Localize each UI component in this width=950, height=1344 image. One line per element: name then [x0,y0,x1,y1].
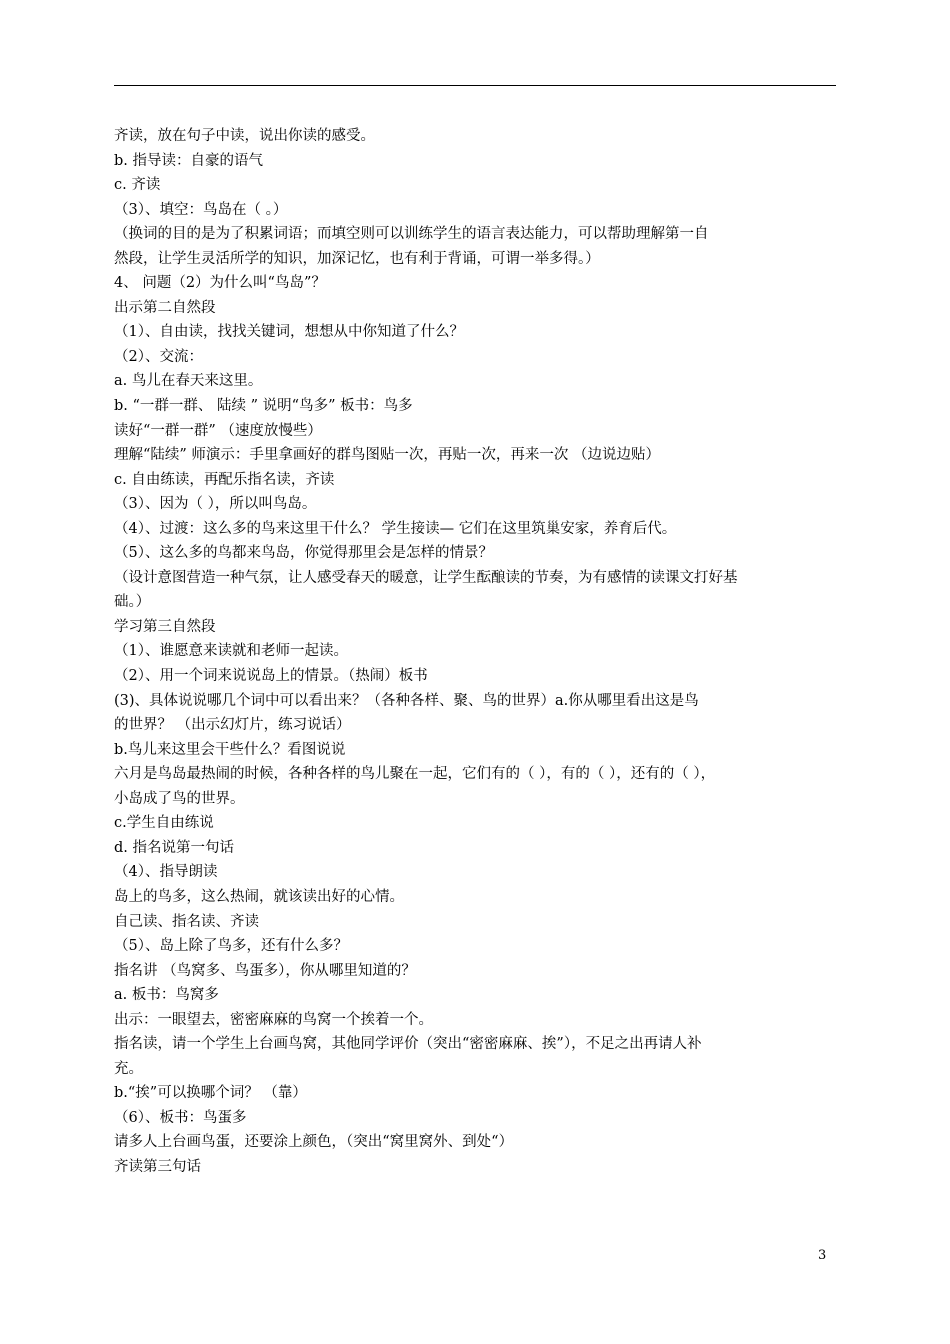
header-rule [114,85,836,86]
text-line: b.“挨”可以换哪个词？ （靠） [114,1085,307,1102]
text-line: (3)、具体说说哪几个词中可以看出来？（各种各样、聚、鸟的世界）a.你从哪里看出这是鸟 [114,692,699,709]
text-line: 指名讲 （鸟窝多、鸟蛋多），你从哪里知道的？ [114,962,416,979]
text-line: 请多人上台画鸟蛋，还要涂上颜色，（突出“窝里窝外、到处“） [114,1134,514,1151]
text-line: a. 鸟儿在春天来这里。 [114,373,263,390]
text-line: d. 指名说第一句话 [114,839,234,856]
text-line: b. “一群一群、 陆续 ” 说明“鸟多” 板书：鸟多 [114,398,413,415]
text-line: 础。） [114,594,151,611]
text-line: c.学生自由练说 [114,815,214,832]
text-line: 齐读第三句话 [114,1158,201,1175]
text-line: （1）、谁愿意来读就和老师一起读。 [114,643,348,660]
text-line: 出示第二自然段 [114,299,216,316]
text-line: （2）、用一个词来说说岛上的情景。（热闹）板书 [114,668,428,685]
text-line: （4）、指导朗读 [114,864,218,881]
text-line: c. 自由练读，再配乐指名读，齐读 [114,471,335,488]
text-line: （1）、自由读，找找关键词，想想从中你知道了什么？ [114,324,464,341]
text-line: （设计意图营造一种气氛，让人感受春天的暖意，让学生酝酿读的节奏，为有感情的读课文打好基 [114,569,738,586]
text-line: （5）、这么多的鸟都来鸟岛，你觉得那里会是怎样的情景？ [114,545,493,562]
text-line: 六月是鸟岛最热闹的时候，各种各样的鸟儿聚在一起，它们有的（ ），有的（ ），还有的（ ）， [114,766,716,783]
text-line: （3）、填空：鸟岛在（ 。） [114,201,288,218]
text-line: 小岛成了鸟的世界。 [114,790,245,807]
text-line: 读好“一群一群” （速度放慢些） [114,422,322,439]
text-line: 学习第三自然段 [114,618,216,635]
text-line: 然段，让学生灵活所学的知识，加深记忆，也有利于背诵，可谓一举多得。） [114,250,600,267]
text-line: （5）、岛上除了鸟多，还有什么多？ [114,938,348,955]
text-line: 岛上的鸟多，这么热闹，就该读出好的心情。 [114,888,404,905]
text-line: 出示：一眼望去，密密麻麻的鸟窝一个挨着一个。 [114,1011,433,1028]
text-line: （换词的目的是为了积累词语；而填空则可以训练学生的语言表达能力，可以帮助理解第一自 [114,226,709,243]
text-line: （6）、板书：鸟蛋多 [114,1109,247,1126]
text-line: b. 指导读：自豪的语气 [114,152,263,169]
text-line: 充。 [114,1060,143,1077]
text-line: 自己读、指名读、齐读 [114,913,259,930]
text-line: a. 板书：鸟窝多 [114,987,219,1004]
text-line: 指名读，请一个学生上台画鸟窝，其他同学评价（突出“密密麻麻、挨”），不足之出再请人补 [114,1036,702,1053]
text-line: 齐读，放在句子中读，说出你读的感受。 [114,128,375,144]
text-line: b.鸟儿来这里会干些什么？看图说说 [114,741,346,758]
text-line: （3）、因为（ ），所以叫鸟岛。 [114,496,317,513]
text-line: （4）、过渡：这么多的鸟来这里干什么？ 学生接读— 它们在这里筑巢安家，养育后代。 [114,520,677,537]
document-body [114,124,836,1180]
text-line: 4、 问题（2）为什么叫“鸟岛”？ [114,275,326,292]
text-line: （2）、交流： [114,348,203,365]
text-line: 理解“陆续” 师演示：手里拿画好的群鸟图贴一次，再贴一次，再来一次 （边说边贴） [114,447,661,464]
page-number: 3 [818,1248,827,1263]
text-line: 的世界？ （出示幻灯片，练习说话） [114,717,351,734]
text-line: c. 齐读 [114,177,161,194]
